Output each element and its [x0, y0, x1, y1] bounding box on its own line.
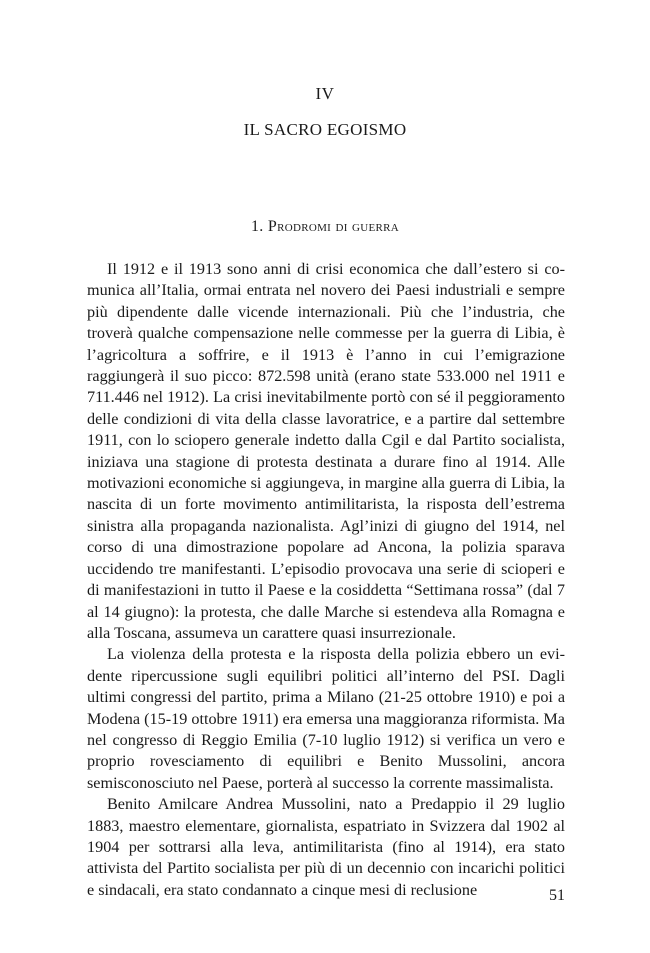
chapter-title: IL SACRO EGOISMO — [243, 120, 407, 139]
paragraph: Il 1912 e il 1913 sono anni di crisi economica che dall’estero si comunica all’Italia, ormai entrata nel novero dei Paesi industriali e sempre più dipendente dalle vicende internazionali. Più che l’industria, che troverà qualche compensazione nelle commesse per la guerra di Libia, è l’agricoltura a soffrire, e il 1913 è l’anno in cui l’emigrazione raggiungerà il suo picco: 872.598 unità (erano state 533.000 nel 1911 e 711.446 nel 1912). La crisi inevitabilmente portò con sé il peggioramento delle condizioni di vita della classe lavoratrice, e a partire dal settembre 1911, con lo sciopero generale indetto dalla Cgil e dal Partito socialista, iniziava una stagione di protesta destinata a durare fino al 1914. Alle motivazioni economiche si aggiungeva, in margine alla guerra di Libia, la nascita di un forte movimento antimilitarista, la risposta dell’estrema sinistra alla propaganda nazionalista. Agl’inizi di giugno del 1914, nel corso di una dimostrazione popolare ad Ancona, la polizia sparava uccidendo tre manifestanti. L’episodio provocava una serie di scioperi e di manifestazioni in tutto il Paese e la cosiddetta “Settimana rossa” (dal 7 al 14 giugno): la protesta, che dalle Marche si estendeva alla Romagna e alla Toscana, assumeva un carattere quasi insurrezionale. — [87, 260, 565, 642]
section-heading: 1. Prodromi di guerra — [251, 218, 399, 235]
body-text — [87, 259, 565, 901]
chapter-number: IV — [315, 84, 335, 103]
page-number: 51 — [549, 887, 565, 904]
paragraph: Benito Amilcare Andrea Mussolini, nato a Predappio il 29 luglio 1883, maestro elementare, giornalista, espatriato in Svizzera dal 1902 al 1904 per sottrarsi alla leva, antimilitarista (fino al 1914), era stato attivista del Partito socialista per più di un decennio con incarichi politici e sindacali, era stato condannato a cinque mesi di reclusione — [87, 795, 565, 899]
paragraph: La violenza della protesta e la risposta della polizia ebbero un evidente ripercussione sugli equilibri politici all’interno del PSI. Dagli ultimi congressi del partito, prima a Milano (21-25 ottobre 1910) e poi a Modena (15-19 ottobre 1911) era emersa una maggioranza riformista. Ma nel congresso di Reggio Emilia (7-10 luglio 1912) si verifica un vero e proprio rovesciamento di equilibri e Benito Mussolini, ancora semisconosciuto nel Paese, porterà al successo la corrente massimalista. — [87, 645, 565, 792]
